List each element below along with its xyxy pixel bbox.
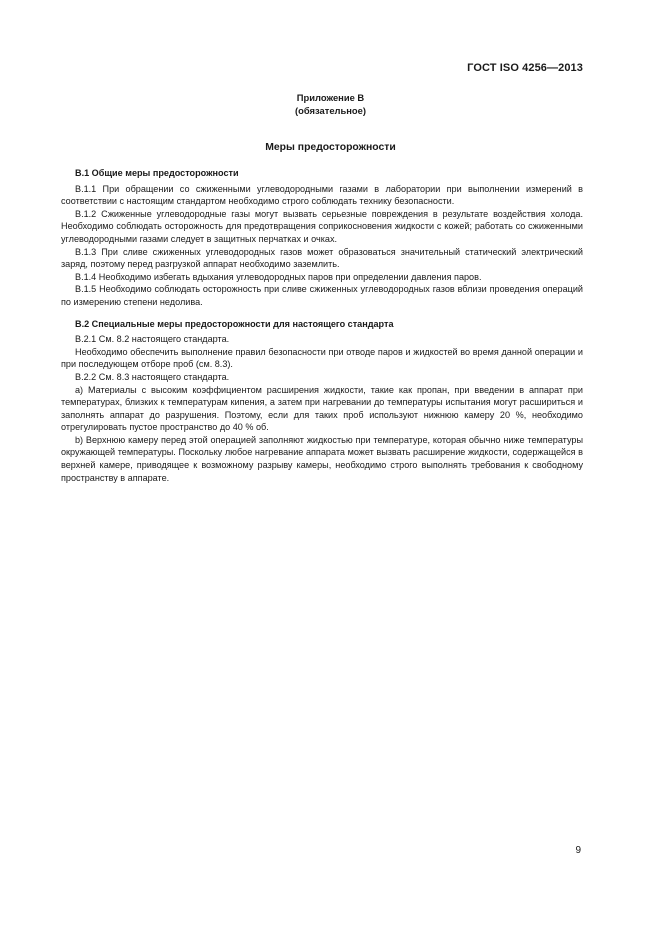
annex-status: (обязательное) [295, 105, 366, 116]
paragraph: В.1.2 Сжиженные углеводородные газы могут вызвать серьезные повреждения в результате воздействия холода. Необходимо соблюдать осторожность для предотвращения соприкосновения жидкости с кожей; работать со сжиженными углеводородными газами следует в защитных перчатках и очках. [61, 208, 583, 244]
section-heading: В.2 Специальные меры предосторожности для настоящего стандарта [75, 318, 394, 329]
section-general [61, 167, 583, 309]
document-code: ГОСТ ISO 4256—2013 [467, 62, 583, 74]
paragraph: В.1.3 При сливе сжиженных углеводородных газов может образоваться значительный статический электрический заряд, поэтому перед разгрузкой аппарат необходимо заземлить. [61, 246, 583, 270]
paragraph: В.1.5 Необходимо соблюдать осторожность при сливе сжиженных углеводородных газов вблизи проведения операций по измерению степени недолива. [61, 284, 583, 307]
page-title: Меры предосторожности [265, 142, 396, 153]
paragraph: а) Материалы с высоким коэффициентом расширения жидкости, такие как пропан, при введении в аппарат при температурах, близких к температурам кипения, а затем при нагревании до температуры испытания могут расшириться и заполнять аппарат до разрушения. Поэтому, если для таких проб используют нижнюю камеру 20 %, необходимо отрегулировать пустое пространство до 40 % об. [61, 384, 583, 433]
annex-header [0, 91, 661, 117]
paragraph: В.2.2 См. 8.3 настоящего стандарта. [75, 371, 230, 382]
document-body [61, 167, 583, 484]
section-heading: В.1 Общие меры предосторожности [75, 168, 239, 178]
page-number: 9 [575, 845, 581, 856]
paragraph: В.1.4 Необходимо избегать вдыхания углеводородных паров при определении давления паров. [75, 271, 482, 282]
section-special [61, 318, 583, 485]
paragraph: В.1.1 При обращении со сжиженными углеводородными газами в лаборатории при выполнении измерений в соответствии с настоящим стандартом необходимо строго соблюдать технику безопасности. [61, 183, 583, 207]
paragraph: b) Верхнюю камеру перед этой операцией заполняют жидкостью при температуре, которая обычно ниже температуры окружающей температуры. Поскольку любое нагревание аппарата может вызвать расширение жидкости, содержащейся в верхней камере, приводящее к возможному разрыву камеры, необходимо строго выполнять требования к свободному пространству в аппарате. [61, 434, 583, 483]
paragraph: В.2.1 См. 8.2 настоящего стандарта. [75, 334, 230, 345]
paragraph: Необходимо обеспечить выполнение правил безопасности при отводе паров и жидкостей во время данной операции и при последующем отборе проб (см. 8.3). [61, 346, 583, 370]
annex-title: Приложение В [296, 92, 365, 103]
